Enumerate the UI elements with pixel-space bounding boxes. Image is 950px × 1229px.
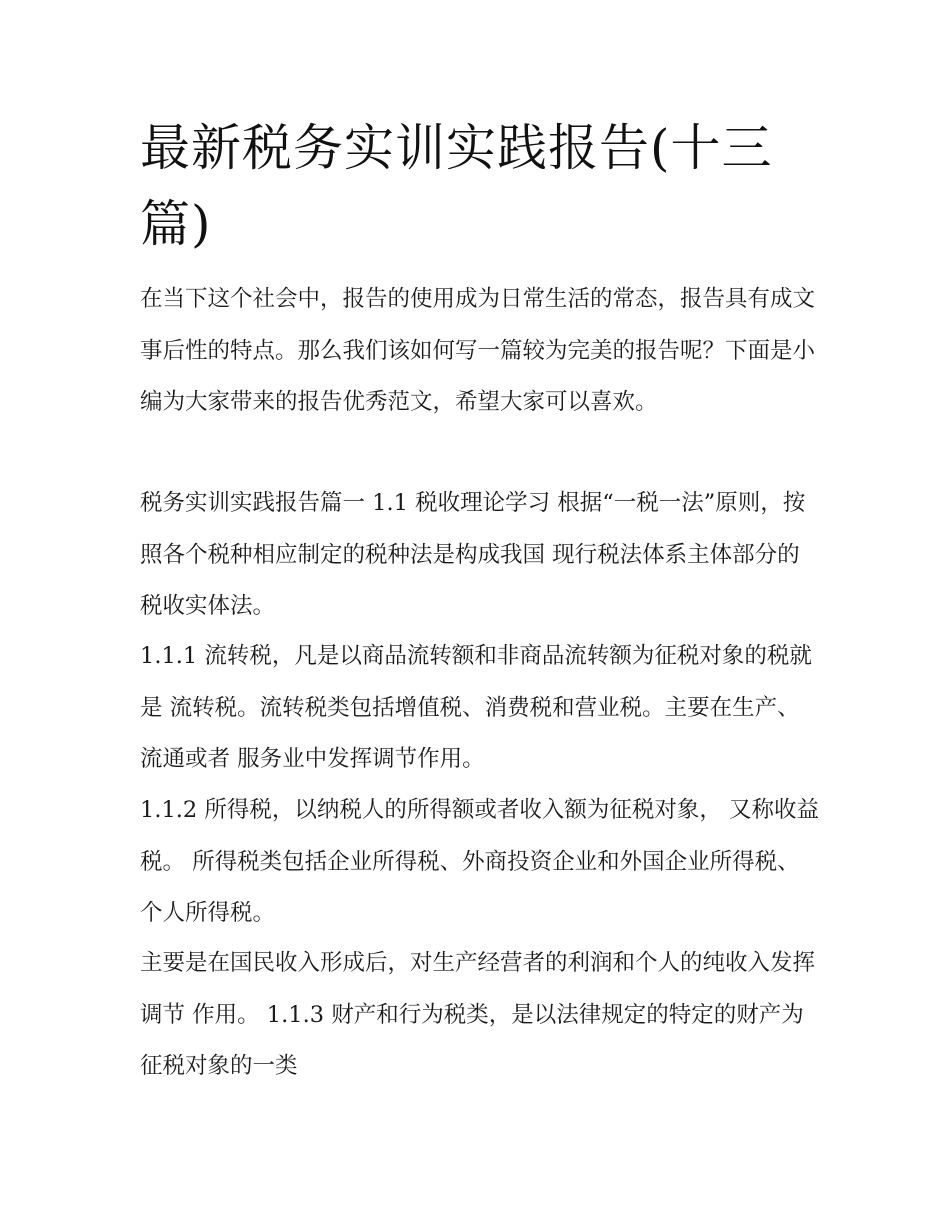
document-title: 最新税务实训实践报告(十三篇) xyxy=(140,119,773,253)
paragraph-tax-theory: 税务实训实践报告篇一 1.1 税收理论学习 根据“一税一法”原则，按照各个税种相应制定的税种法是构成我国 现行税法体系主体部分的税收实体法。 xyxy=(140,490,806,619)
paragraph-intro: 在当下这个社会中，报告的使用成为日常生活的常态，报告具有成文事后性的特点。那么我们该如何写一篇较为完美的报告呢？下面是小编为大家带来的报告优秀范文，希望大家可以喜欢。 xyxy=(140,286,816,415)
paragraph-property-tax: 主要是在国民收入形成后，对生产经营者的利润和个人的纯收入发挥调节 作用。 1.1.3 财产和行为税类，是以法律规定的特定的财产为征税对象的一类 xyxy=(140,950,816,1079)
paragraph-turnover-tax: 1.1.1 流转税，凡是以商品流转额和非商品流转额为征税对象的税就是 流转税。流转税类包括增值税、消费税和营业税。主要在生产、流通或者 服务业中发挥调节作用。 xyxy=(140,643,812,772)
paragraph-income-tax: 1.1.2 所得税，以纳税人的所得额或者收入额为征税对象， 又称收益税。 所得税类包括企业所得税、外商投资企业和外国企业所得税、个人所得税。 xyxy=(140,797,820,926)
